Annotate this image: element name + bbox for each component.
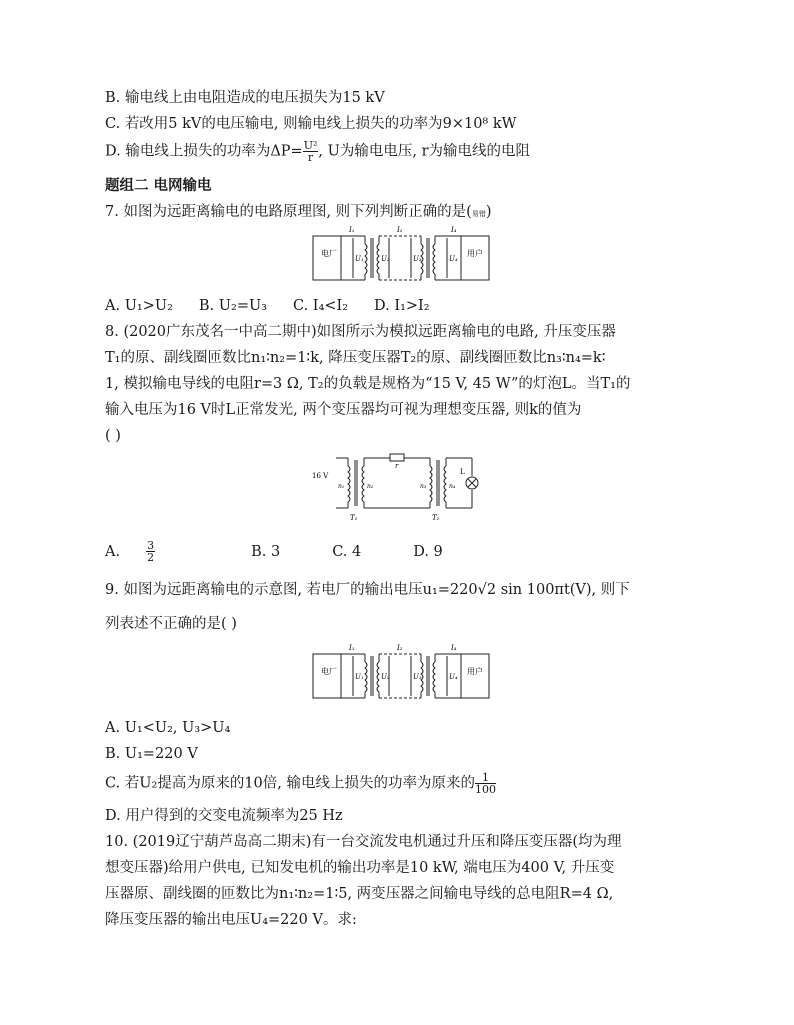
q8-n4: n₄ bbox=[449, 483, 456, 490]
q9-circuit-diagram bbox=[305, 640, 495, 706]
q7-stem-text: 7. 如图为远距离输电的电路原理图, 则下列判断正确的是( bbox=[105, 204, 472, 220]
user-box bbox=[461, 236, 489, 280]
t2-primary-coil bbox=[430, 466, 432, 502]
t2-secondary-coil-left bbox=[362, 466, 364, 502]
q6-option-d-suffix: , U为输电电压, r为输电线的电阻 bbox=[318, 143, 530, 160]
q7-voltage-u4: U₄ bbox=[449, 255, 458, 263]
q6-option-d-prefix: D. 输电线上损失的功率为ΔP= bbox=[105, 143, 303, 160]
q7-options bbox=[105, 296, 456, 316]
group2-heading: 题组二 电网输电 bbox=[105, 178, 212, 194]
q10-line-4: 降压变压器的输出电压U₄=220 V。求: bbox=[105, 912, 357, 928]
q7-right-box-label: 用户 bbox=[467, 249, 483, 258]
q9-voltage-u3: U₃ bbox=[413, 673, 422, 681]
q8-input-voltage: 16 V bbox=[312, 472, 329, 480]
q7-circuit-diagram bbox=[305, 222, 495, 288]
q7-voltage-u2: U₂ bbox=[381, 255, 390, 263]
q6-fraction bbox=[303, 140, 319, 163]
q9-voltage-u1: U₁ bbox=[355, 673, 364, 681]
q7-current-i4: I₄ bbox=[451, 226, 457, 234]
q8-option-c: C. 4 bbox=[332, 543, 362, 560]
q9-left-box-label: 电厂 bbox=[321, 667, 337, 676]
q9-voltage-u2: U₂ bbox=[381, 673, 390, 681]
q8-r-label: r bbox=[395, 462, 399, 470]
q8-t1: T₁ bbox=[350, 514, 358, 522]
q10-line-2: 想变压器)给用户供电, 已知发电机的输出功率是10 kW, 端电压为400 V, 升压变 bbox=[105, 860, 615, 876]
q7-option-a: A. U₁>U₂ bbox=[105, 298, 173, 314]
q7-current-i1: I₁ bbox=[349, 226, 355, 234]
q7-option-b: B. U₂=U₃ bbox=[198, 298, 267, 314]
q9-option-c-prefix: C. 若U₂提高为原来的10倍, 输电线上损失的功率为原来的 bbox=[105, 775, 475, 792]
q9-option-d: D. 用户得到的交变电流频率为25 Hz bbox=[105, 808, 343, 824]
q10-line-1: 10. (2019辽宁葫芦岛高二期末)有一台交流发电机通过升压和降压变压器(均为理 bbox=[105, 834, 622, 850]
q8-line-5: ( ) bbox=[105, 428, 121, 444]
q8-options bbox=[105, 540, 469, 563]
q9-power-plant-box bbox=[313, 654, 341, 698]
q8-circuit-diagram bbox=[310, 446, 485, 522]
q8-n2: n₂ bbox=[367, 483, 374, 490]
q6-option-d bbox=[105, 140, 530, 163]
transformer1-secondary-coil bbox=[377, 244, 379, 274]
q7-left-box-label: 电厂 bbox=[321, 249, 337, 258]
q8-option-a-fraction bbox=[146, 540, 181, 563]
q6-fraction-num: U² bbox=[303, 139, 318, 152]
q6-option-c: C. 若改用5 kV的电压输电, 则输电线上损失的功率为9×10⁸ kW bbox=[105, 116, 517, 132]
q9-current-i4: I₄ bbox=[451, 644, 457, 652]
q6-option-b: B. 输电线上由电阻造成的电压损失为15 kV bbox=[105, 90, 385, 106]
q9-user-box bbox=[461, 654, 489, 698]
q8-line-3: 1, 模拟输电导线的电阻r=3 Ω, T₂的负载是规格为“15 V, 45 W”的灯泡L。当T₁的 bbox=[105, 376, 631, 392]
q9-current-i2: I₂ bbox=[397, 644, 403, 652]
q8-option-a bbox=[105, 540, 207, 563]
q10-line-3: 压器原、副线圈的匝数比为n₁∶n₂=1∶5, 两变压器之间输电导线的总电阻R=4 Ω, bbox=[105, 886, 614, 902]
q8-lamp-label: L bbox=[460, 468, 465, 476]
q9-stem-2: 列表述不正确的是( ) bbox=[105, 616, 237, 632]
q9-voltage-u4: U₄ bbox=[449, 673, 458, 681]
q8-option-a-label: A. bbox=[105, 543, 121, 560]
q9-current-i1: I₁ bbox=[349, 644, 355, 652]
transformer2-secondary-coil bbox=[433, 244, 435, 274]
q7-voltage-u1: U₁ bbox=[355, 255, 364, 263]
q8-t2: T₂ bbox=[432, 514, 440, 522]
q8-option-d: D. 9 bbox=[413, 543, 443, 560]
q9-option-b: B. U₁=220 V bbox=[105, 746, 198, 762]
q7-voltage-u3: U₃ bbox=[413, 255, 422, 263]
power-plant-box bbox=[313, 236, 341, 280]
q7-stem-end: ) bbox=[485, 204, 492, 220]
q9-option-c-fraction bbox=[475, 772, 496, 795]
q7-stem bbox=[105, 202, 492, 224]
t1-primary-coil bbox=[348, 466, 350, 502]
q7-option-d: D. I₁>I₂ bbox=[374, 298, 430, 314]
q8-option-a-den: 2 bbox=[147, 551, 155, 564]
q9-option-c-den: 100 bbox=[475, 783, 496, 796]
resistor-r bbox=[390, 454, 404, 461]
q9-right-box-label: 用户 bbox=[467, 667, 483, 676]
q9-option-a: A. U₁<U₂, U₃>U₄ bbox=[105, 720, 231, 736]
q7-option-c: C. I₄<I₂ bbox=[293, 298, 349, 314]
q8-n3: n₃ bbox=[420, 483, 427, 490]
q7-tag: 易错 bbox=[471, 210, 486, 218]
q7-current-i2: I₂ bbox=[397, 226, 403, 234]
q8-line-2: T₁的原、副线圈匝数比n₁∶n₂=1∶k, 降压变压器T₂的原、副线圈匝数比n₃∶n₄=k∶ bbox=[105, 350, 606, 366]
q6-fraction-den: r bbox=[307, 151, 314, 164]
q8-line-4: 输入电压为16 V时L正常发光, 两个变压器均可视为理想变压器, 则k的值为 bbox=[105, 402, 582, 418]
q9-option-c bbox=[105, 772, 496, 795]
q9-option-c-num: 1 bbox=[475, 772, 496, 784]
t2-secondary-coil bbox=[444, 466, 446, 502]
q8-option-a-num: 3 bbox=[147, 539, 155, 552]
transformer1-primary-coil bbox=[365, 244, 367, 274]
q8-line-1: 8. (2020广东茂名一中高二期中)如图所示为模拟远距离输电的电路, 升压变压器 bbox=[105, 324, 616, 340]
q8-n1: n₁ bbox=[338, 483, 345, 490]
q8-option-b: B. 3 bbox=[251, 543, 281, 560]
q9-stem-1: 9. 如图为远距离输电的示意图, 若电厂的输出电压u₁=220√2 sin 100πt(V), 则下 bbox=[105, 582, 630, 598]
